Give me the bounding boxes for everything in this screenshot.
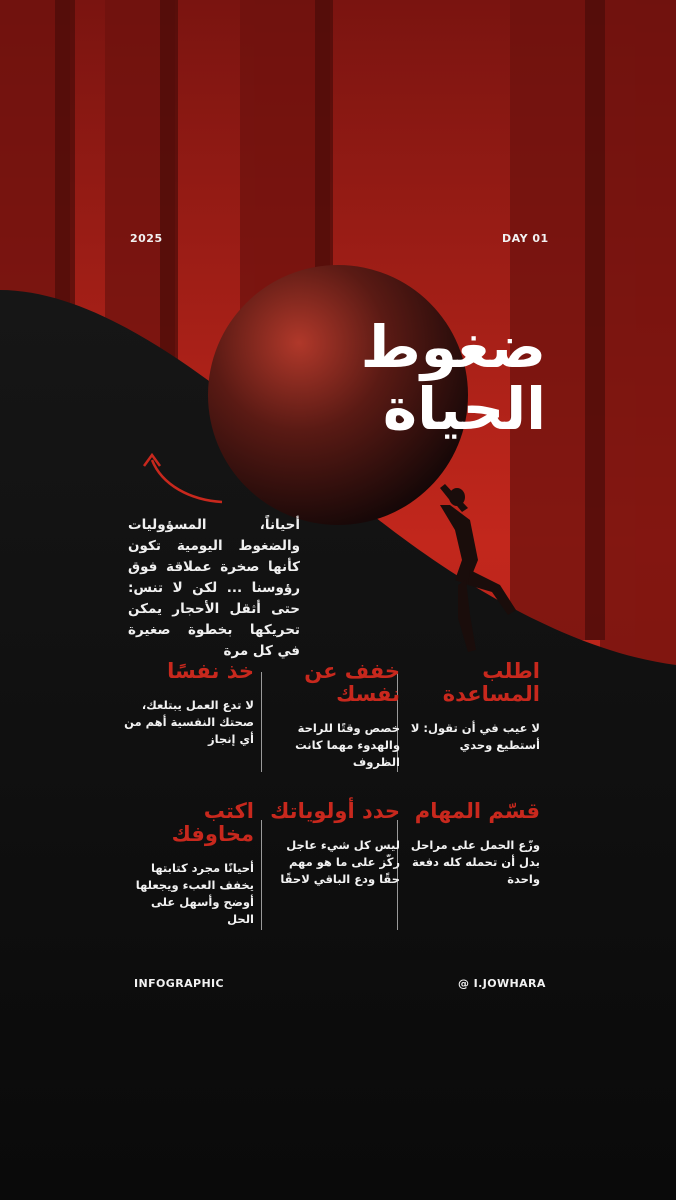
day-label: DAY 01 [502,232,549,245]
title-line-1: ضغوط [360,313,546,381]
tip-title: خفف عن نفسك [304,659,400,706]
tip-title: خذ نفسًا [167,659,254,683]
tip-desc: لا تدع العمل يبتلعك، صحتك النفسية أهم من أي إنجاز [124,698,254,746]
divider [261,820,262,930]
page-title [120,313,546,443]
tip-relax [270,660,400,771]
tip-ask-help [410,660,540,754]
intro-paragraph: أحياناً، المسؤوليات والضغوط اليومية تكون كأنها صخرة عملاقة فوق رؤوسنا ... لكن لا تنس: حتى أثقل الأحجار يمكن تحريكها بخطوة صغيرة في كل مرة [128,517,300,659]
tip-write-fears [124,800,254,928]
tip-title: قسّم المهام [414,799,540,823]
tip-desc: لا عيب في أن تقول: لا أستطيع وحدي [410,721,540,752]
tip-priorities [270,800,400,888]
tip-breathe [124,660,254,748]
tip-desc: أحيانًا مجرد كتابتها يخفف العبء ويجعلها أوضح وأسهل على الحل [135,861,254,926]
tip-desc: ليس كل شيء عاجل ركّز على ما هو مهم حقًا ودع الباقي لاحقًا [280,838,400,886]
footer-label: INFOGRAPHIC [134,977,225,990]
tip-title: حدد أولوياتك [270,799,400,823]
tip-desc: خصص وقتًا للراحة والهدوء مهما كانت الظروف [295,721,400,769]
tip-desc: وزّع الحمل على مراحل بدل أن تحمله كله دفعة واحدة [410,838,540,886]
footer-handle: @ I.JOWHARA [458,977,546,990]
tip-title: اطلب المساعدة [442,659,540,706]
divider [261,672,262,772]
year-label: 2025 [130,232,163,245]
title-line-2: الحياة [382,375,546,443]
tip-title: اكتب مخاوفك [171,799,254,846]
tip-split-tasks [410,800,540,888]
